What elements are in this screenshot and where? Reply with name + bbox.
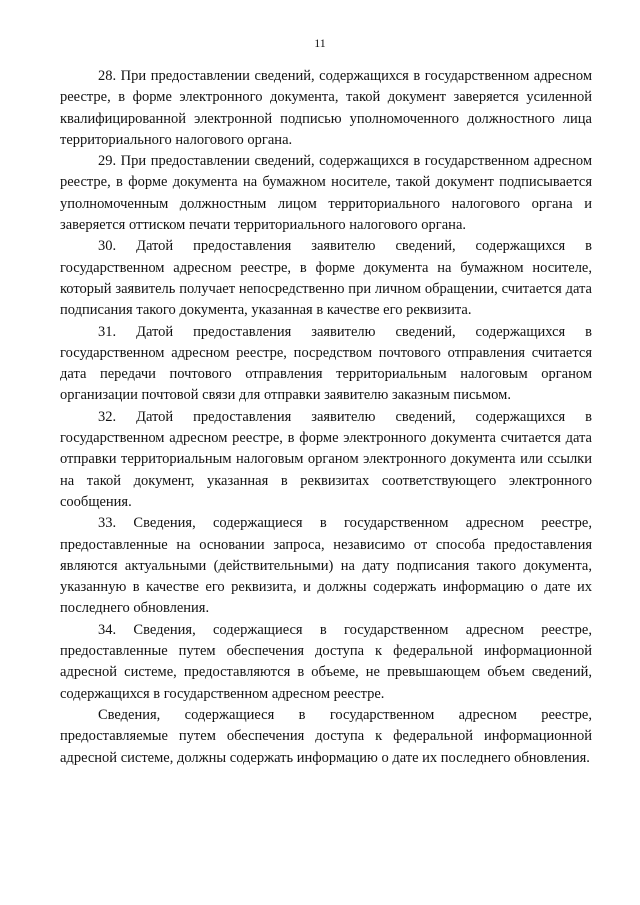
paragraph-text: Сведения, содержащиеся в государственном адресном реестре, предоставленные путем обеспечения доступа к федеральной информационной адресной системе, предоставляются в объеме, не превышающем объем сведений, содержащихся в государственном адресном реестре. <box>60 621 592 702</box>
paragraph-29 <box>60 151 592 236</box>
paragraph-number: 30. <box>98 238 117 255</box>
paragraph-number: 31. <box>98 323 117 340</box>
paragraph-text: Датой предоставления заявителю сведений, содержащихся в государственном адресном реестре, посредством почтового отправления считается дата передачи почтового отправления территориальным налоговым органом организации почтовой связи для отправки заявителю заказным письмом. <box>60 323 593 404</box>
paragraph-number: 29. <box>98 153 117 170</box>
paragraph-number: 34. <box>98 621 117 638</box>
document-body <box>60 66 592 769</box>
paragraph-text: Сведения, содержащиеся в государственном адресном реестре, предоставленные на основании запроса, независимо от способа предоставления являются актуальными (действительными) на дату подписания такого документа, указанную в качестве его реквизита, и должны содержать информацию о дате их последнего обновления. <box>60 515 592 617</box>
paragraph-number: 33. <box>98 515 117 532</box>
paragraph-text: Датой предоставления заявителю сведений, содержащихся в государственном адресном реестре, в форме электронного документа считается дата отправки территориальным налоговым органом электронного документа или ссылки на такой документ, указанная в реквизитах соответствующего электронного сообщения. <box>60 408 593 510</box>
paragraph-28 <box>60 66 592 151</box>
paragraph-text: Сведения, содержащиеся в государственном адресном реестре, предоставляемые путем обеспечения доступа к федеральной информационной адресной системе, должны содержать информацию о дате их последнего обновления. <box>60 706 592 766</box>
paragraph-number: 28. <box>98 68 117 84</box>
paragraph-text: Датой предоставления заявителю сведений, содержащихся в государственном адресном реестре, в форме документа на бумажном носителе, который заявитель получает непосредственно при личном обращении, считается дата подписания такого документа, указанная в качестве его реквизита. <box>60 238 593 319</box>
paragraph-31 <box>60 322 592 407</box>
paragraph-34 <box>60 620 592 705</box>
paragraph-30 <box>60 236 592 321</box>
paragraph-number: 32. <box>98 408 117 425</box>
paragraph-text: При предоставлении сведений, содержащихся в государственном адресном реестре, в форме документа на бумажном носителе, такой документ подписывается уполномоченным должностным лицом территориального налогового органа и заверяется оттиском печати территориального налогового органа. <box>60 153 592 234</box>
paragraph-34-continuation <box>60 705 592 769</box>
paragraph-32 <box>60 407 592 513</box>
paragraph-33 <box>60 513 592 619</box>
paragraph-text: При предоставлении сведений, содержащихся в государственном адресном реестре, в форме электронного документа, такой документ заверяется усиленной квалифицированной электронной подписью уполномоченного должностного лица территориального налогового органа. <box>60 68 592 148</box>
page-number: 11 <box>314 36 326 50</box>
